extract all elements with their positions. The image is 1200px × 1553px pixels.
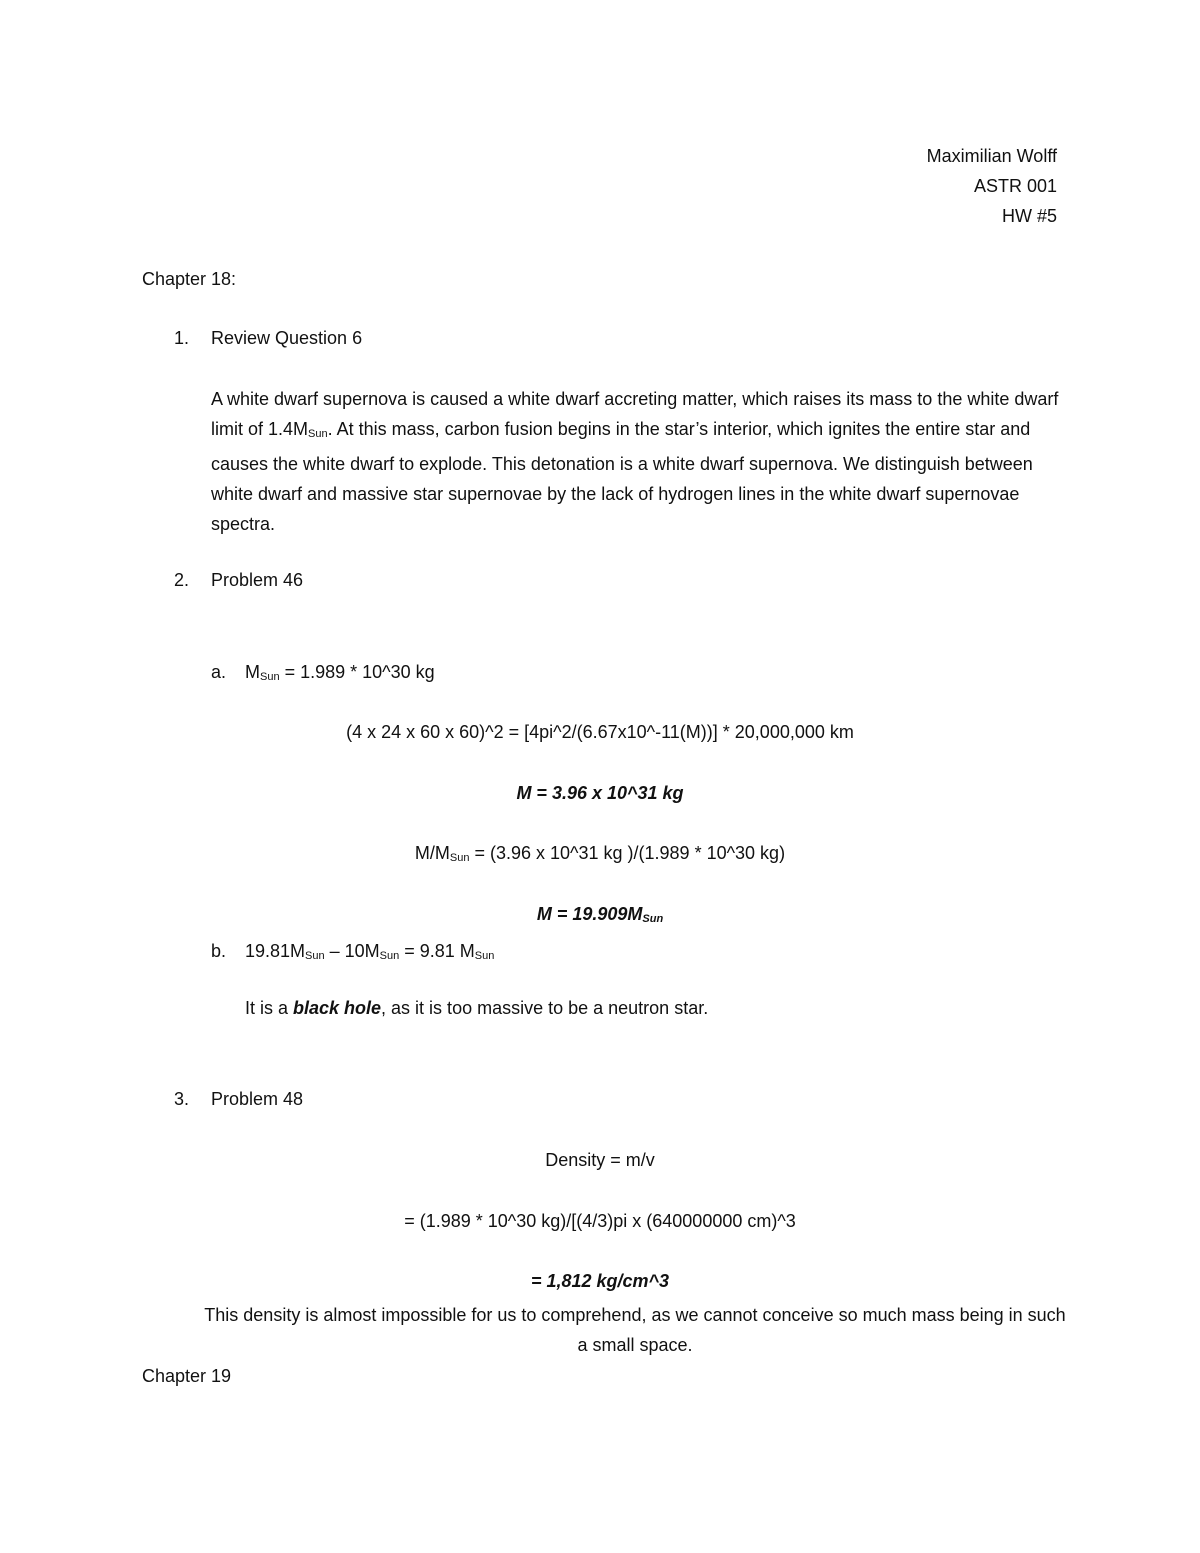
part-b-calculation: [245, 936, 494, 971]
black-hole-term: black hole: [293, 998, 382, 1018]
sun-subscript: Sun: [449, 852, 470, 864]
equation-mass-result: M = 3.96 x 10^31 kg: [516, 783, 684, 803]
course-code: ASTR 001: [973, 176, 1057, 196]
equation-kepler: (4 x 24 x 60 x 60)^2 = [4pi^2/(6.67x10^-11(M))] * 20,000,000 km: [346, 722, 854, 742]
answer-text-part-1: A white dwarf supernova is caused a white dwarf accreting matter, which raises its mass to the white dwarf limit of 1.4M: [211, 389, 1059, 439]
answer-text-part-2: . At this mass, carbon fusion begins in the star’s interior, which ignites the entire star and causes the white dwarf to explode. This detonation is a white dwarf supernova. We distinguish between white dwarf and massive star supernovae by the lack of hydrogen lines in the white dwarf supernovae spectra.: [211, 419, 1033, 534]
question-1-label: Review Question 6: [211, 328, 363, 348]
part-b-conclusion: [245, 993, 708, 1023]
part-b-letter: b.: [211, 941, 227, 961]
chapter-18-heading: Chapter 18:: [142, 269, 237, 289]
sun-subscript: Sun: [260, 671, 280, 683]
author-name: Maximilian Wolff: [926, 146, 1057, 166]
question-2-label: Problem 46: [211, 570, 304, 590]
part-a-letter: a.: [211, 662, 227, 682]
equation-mass-ratio: [0, 838, 1200, 873]
question-3-label: Problem 48: [211, 1089, 304, 1109]
density-conclusion: This density is almost impossible for us to comprehend, as we cannot conceive so much mass being in such a small space.: [204, 1305, 1066, 1355]
homework-number: HW #5: [1001, 206, 1057, 226]
part-a-given: [245, 657, 435, 692]
ratio-lhs: M/M: [414, 843, 450, 863]
list-number-2: 2.: [174, 570, 190, 590]
mass-symbol: M: [245, 662, 260, 682]
conclusion-end: , as it is too massive to be a neutron star.: [381, 998, 709, 1018]
equation-density-result: = 1,812 kg/cm^3: [530, 1271, 670, 1291]
sun-subscript: Sun: [474, 950, 495, 962]
term-2: – 10M: [324, 941, 380, 961]
question-1-answer: [211, 384, 1061, 539]
chapter-19-heading: Chapter 19: [142, 1366, 232, 1386]
mass-value: = 1.989 * 10^30 kg: [279, 662, 435, 682]
sun-subscript: Sun: [642, 913, 664, 925]
list-number-3: 3.: [174, 1089, 190, 1109]
ratio-rhs: = (3.96 x 10^31 kg )/(1.989 * 10^30 kg): [469, 843, 786, 863]
ratio-result-value: M = 19.909M: [536, 904, 643, 924]
sun-subscript: Sun: [379, 950, 400, 962]
conclusion-start: It is a: [245, 998, 294, 1018]
term-3: = 9.81 M: [399, 941, 475, 961]
sun-subscript: Sun: [305, 950, 325, 962]
list-number-1: 1.: [174, 328, 190, 348]
equation-density-def: Density = m/v: [545, 1150, 655, 1170]
sun-subscript: Sun: [308, 428, 328, 440]
term-1: 19.81M: [245, 941, 306, 961]
equation-density-calc: = (1.989 * 10^30 kg)/[(4/3)pi x (640000000 cm)^3: [404, 1211, 796, 1231]
equation-ratio-result: [0, 899, 1200, 934]
